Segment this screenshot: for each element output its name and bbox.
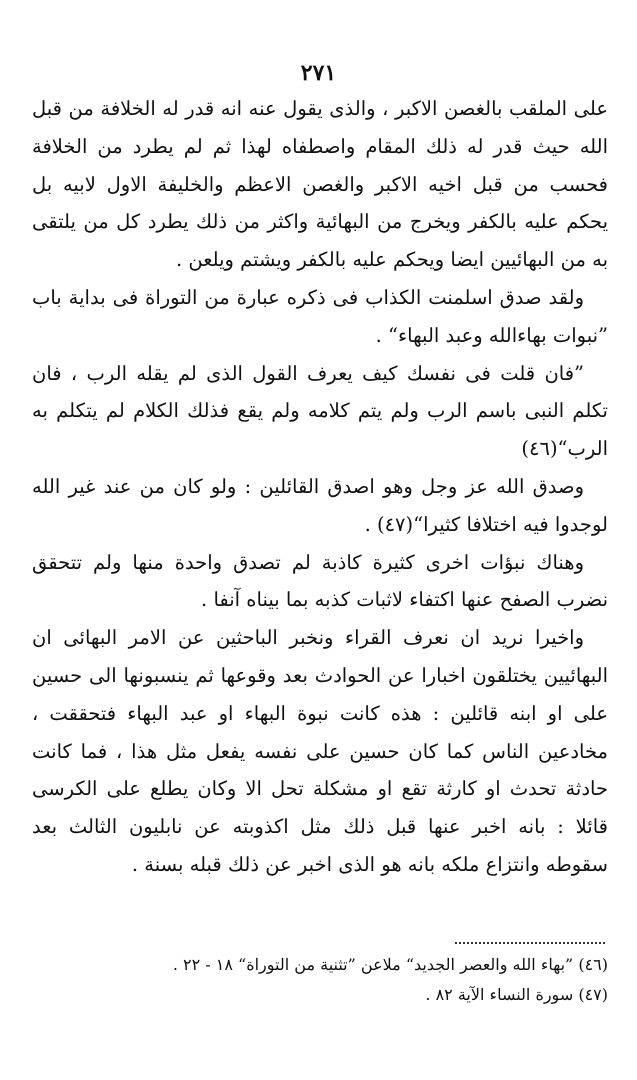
quoted-paragraph: ”فان قلت فى نفسك كيف يعرف القول الذى لم يقله الرب ، فان تكلم النبى باسم الرب ولم يتم كلامه ولم يقع فذلك الكلام لم يتكلم به الرب“(٤٦) bbox=[32, 361, 608, 461]
paragraph: وصدق الله عز وجل وهو اصدق القائلين : ولو كان من عند غير الله لوجدوا فيه اختلافا كثيرا“(٤٧) . bbox=[32, 474, 608, 536]
paragraph: ولقد صدق اسلمنت الكذاب فى ذكره عبارة من التوراة فى بداية باب ”نبوات بهاءالله وعبد البهاء“ . bbox=[32, 285, 608, 347]
footnote: (٤٧) سورة النساء الآية ٨٢ . bbox=[425, 985, 608, 1004]
footnotes bbox=[32, 950, 608, 1010]
paragraph: وهناك نبؤات اخرى كثيرة كاذبة لم تصدق واحدة منها ولم تتحقق نضرب الصفح عنها اكتفاء لاثبات كذبه بما بيناه آنفا . bbox=[32, 550, 608, 612]
footnote: (٤٦) ”بهاء الله والعصر الجديد“ ملاعن ”تثنية من التوراة“ ١٨ - ٢٢ . bbox=[172, 955, 608, 974]
footnote-separator bbox=[455, 942, 605, 944]
paragraph: واخيرا نريد ان نعرف القراء ونخبر الباحثين عن الامر البهائى ان البهائيين يختلقون اخبارا عن الحوادث بعد وقوعها ثم ينسبونها الى حسين على او ابنه قائلين : هذه كانت نبوة البهاء او عبد البهاء فتحققت ، مخادعين الناس كما كان حسين على نفسه يفعل مثل هذا ، فما كانت حادثة تحدث او كارثة تقع او مشكلة تحل الا وكان يطلع على الكرسى قائلا : بانه اخبر عنها قبل ذلك مثل اكذوبته عن نابليون الثالث بعد سقوطه وانتزاع ملكه بانه هو الذى اخبر عن ذلك قبله بسنة . bbox=[32, 626, 608, 876]
paragraph: على الملقب بالغصن الاكبر ، والذى يقول عنه انه قدر له الخلافة من قبل الله حيث قدر له ذلك المقام واصطفاه لهذا ثم لم يطرد من الخلافة فحسب من قبل اخيه الاكبر والغصن الاعظم والخليفة الاول لابيه بل يحكم عليه بالكفر ويخرج من البهائية واكثر من ذلك يطرد كل من يلتقى به من البهائيين ايضا ويحكم عليه بالكفر ويشتم ويلعن . bbox=[32, 97, 608, 272]
body-text bbox=[32, 90, 608, 884]
page-number: ٢٧١ bbox=[300, 60, 337, 86]
